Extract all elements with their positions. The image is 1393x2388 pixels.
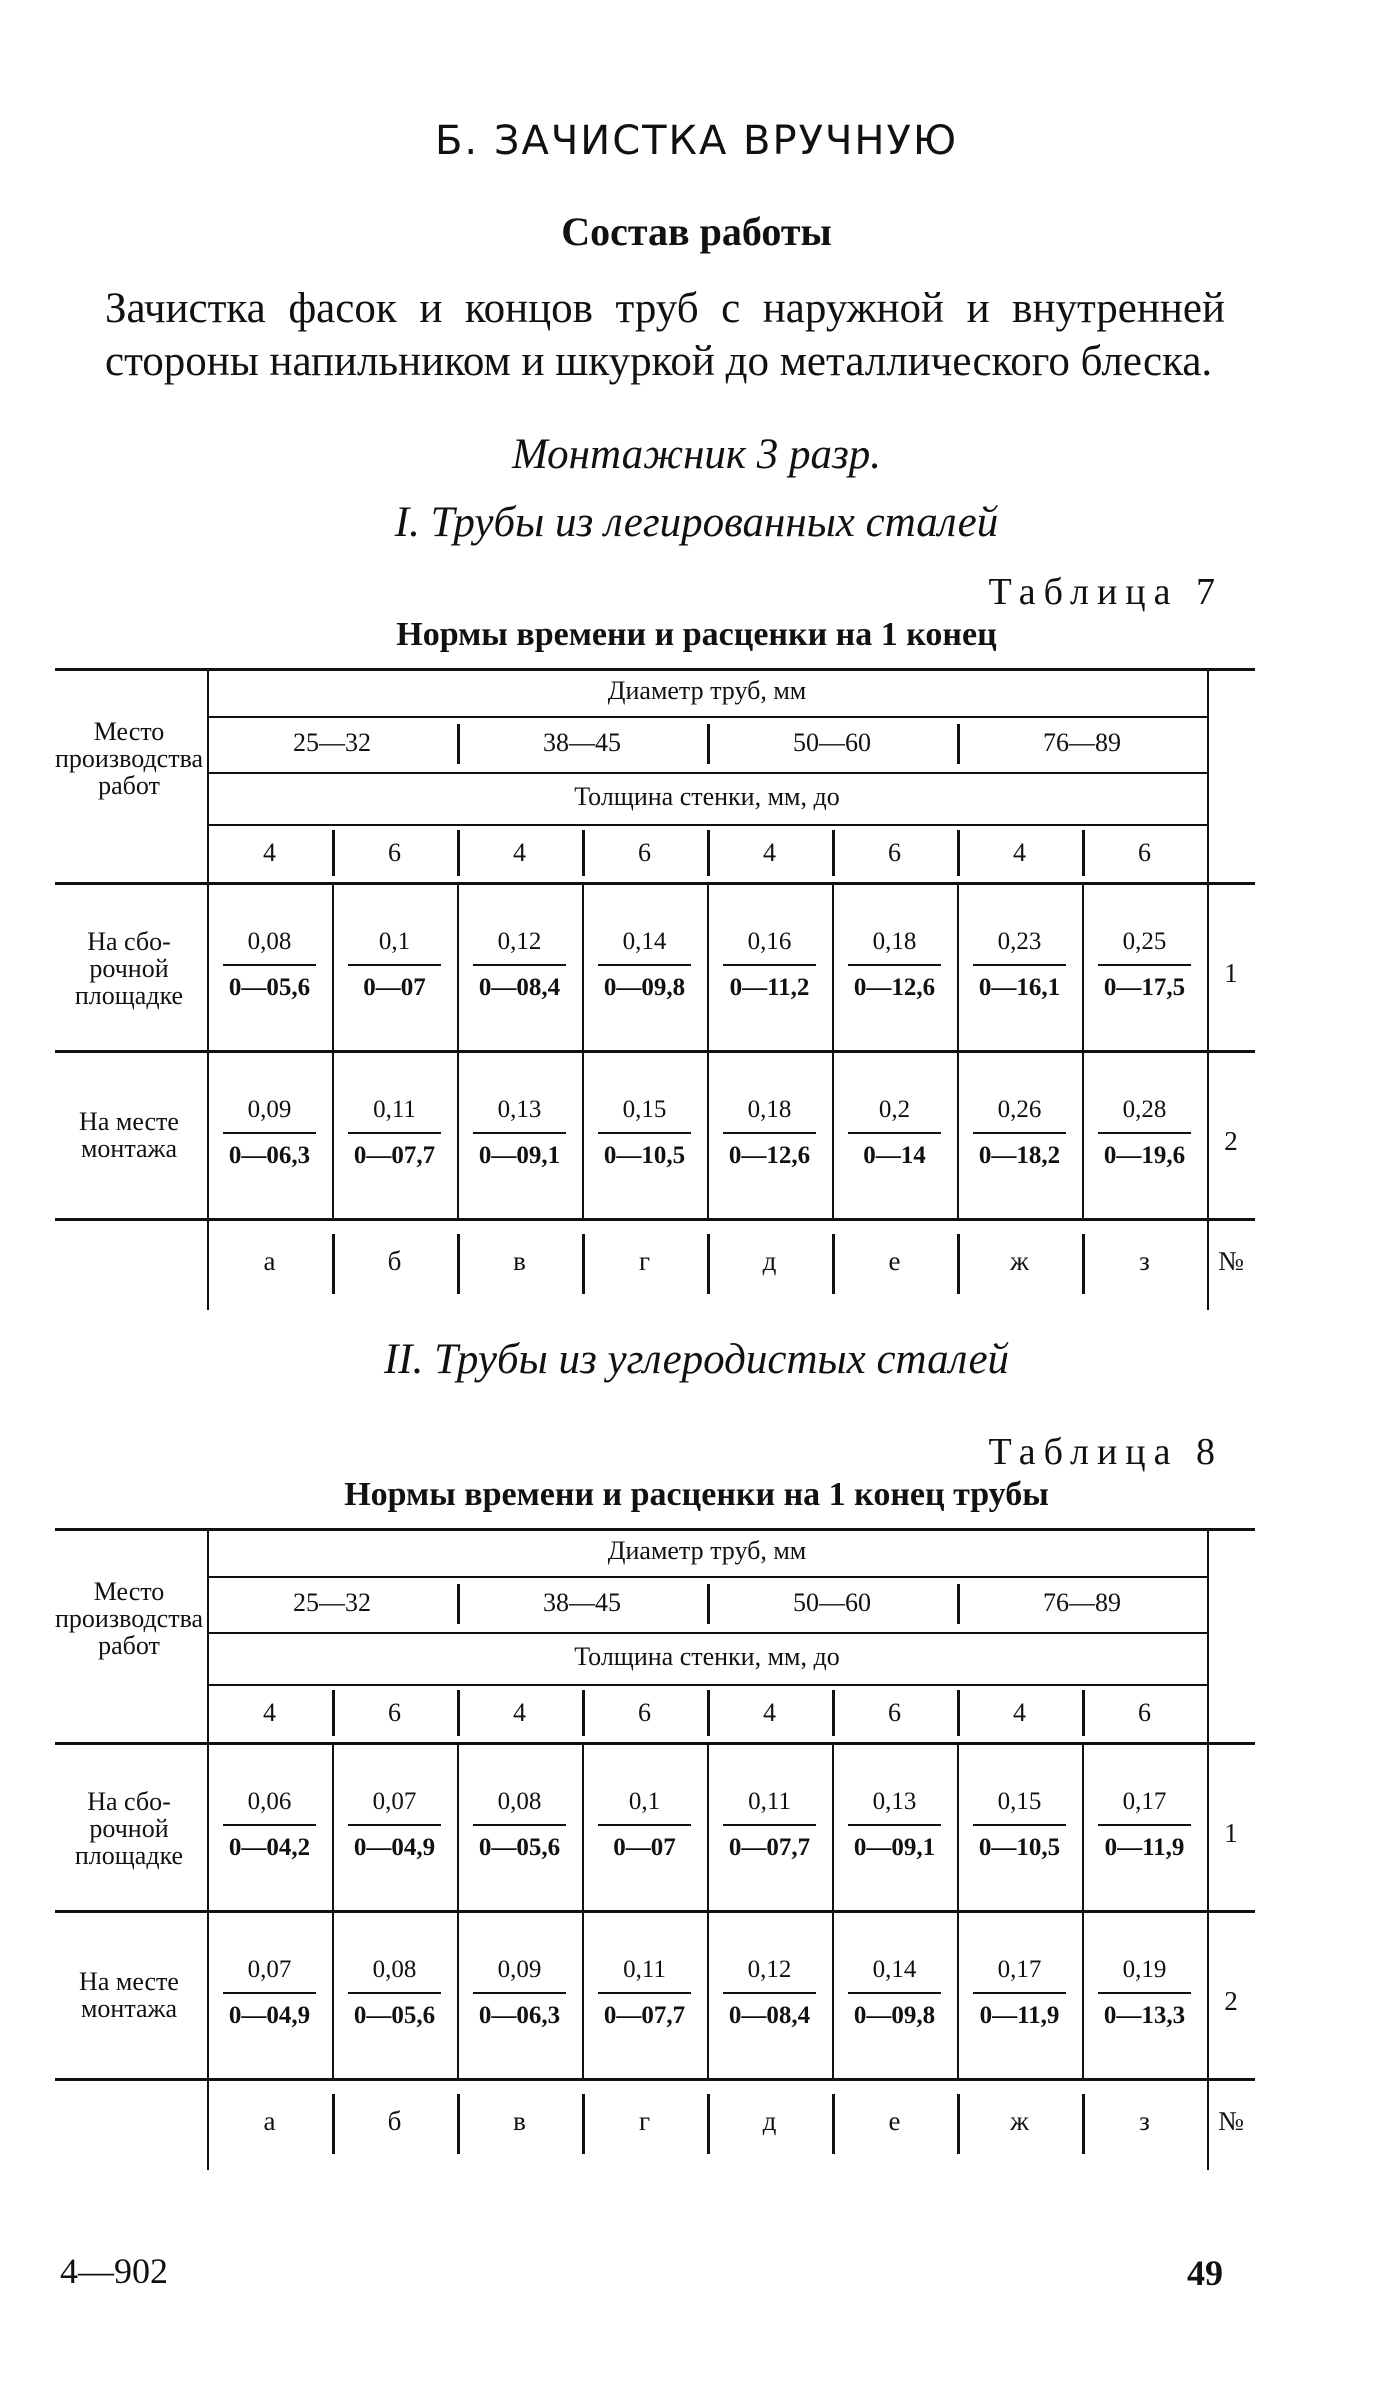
rate-value: 0—08,4 — [478, 974, 561, 1001]
fraction-line — [973, 1132, 1066, 1134]
fraction-line — [848, 1992, 941, 1994]
table-7-label: Таблица 7 — [988, 571, 1223, 613]
wall-thickness-value: 4 — [263, 838, 276, 867]
fraction-line — [348, 1992, 441, 1994]
rate-value: 0—11,9 — [979, 2002, 1060, 2029]
wall-thickness-value: 6 — [388, 838, 401, 867]
column-letter: е — [888, 2106, 901, 2136]
column-letter: з — [1139, 2106, 1150, 2136]
column-letter: а — [263, 1246, 276, 1276]
place-of-work-label: На месте монтажа — [79, 1107, 179, 1163]
wall-thickness-value: 4 — [763, 1698, 776, 1727]
diameter-header: Диаметр труб, мм — [607, 676, 807, 705]
rate-value: 0—09,8 — [853, 2002, 936, 2029]
rate-value: 0—04,9 — [353, 1834, 436, 1861]
fraction-line — [973, 1824, 1066, 1826]
time-norm-value: 0,13 — [872, 1788, 917, 1815]
time-norm-value: 0,11 — [373, 1096, 416, 1123]
rate-value: 0—05,6 — [228, 974, 311, 1001]
fraction-line — [848, 964, 941, 966]
fraction-line — [848, 1824, 941, 1826]
fraction-line — [348, 1132, 441, 1134]
rate-value: 0—13,3 — [1103, 2002, 1186, 2029]
time-norm-value: 0,2 — [878, 1096, 911, 1123]
rate-value: 0—04,2 — [228, 1834, 311, 1861]
column-letter: з — [1139, 1246, 1150, 1276]
table-8-caption: Нормы времени и расценки на 1 конец трубы — [344, 1476, 1049, 1513]
work-composition-heading: Состав работы — [561, 209, 832, 254]
rule-line — [55, 668, 1255, 671]
rate-value: 0—04,9 — [228, 2002, 311, 2029]
time-norm-value: 0,08 — [497, 1788, 542, 1815]
wall-thickness-value: 4 — [1013, 1698, 1026, 1727]
diameter-range: 76—89 — [1043, 728, 1121, 757]
rule-line — [55, 1218, 1255, 1221]
time-norm-value: 0,09 — [247, 1096, 292, 1123]
diameter-range: 76—89 — [1043, 1588, 1121, 1617]
time-norm-value: 0,14 — [872, 1956, 917, 1983]
rate-value: 0—11,2 — [729, 974, 810, 1001]
fraction-line — [1098, 1992, 1191, 1994]
work-description: Зачистка фасок и концов труб с наружной и внутренней стороны напильником и шкуркой до металлического блеска. — [105, 285, 1225, 385]
rate-value: 0—11,9 — [1104, 1834, 1185, 1861]
time-norm-value: 0,13 — [497, 1096, 542, 1123]
fraction-line — [598, 964, 691, 966]
wall-thickness-value: 6 — [638, 838, 651, 867]
rate-value: 0—12,6 — [853, 974, 936, 1001]
diameter-range: 25—32 — [293, 1588, 371, 1617]
time-norm-value: 0,15 — [622, 1096, 667, 1123]
rate-value: 0—08,4 — [728, 2002, 811, 2029]
fraction-line — [223, 1992, 316, 1994]
table-7 — [55, 668, 1244, 1320]
place-of-work-label: На месте монтажа — [79, 1967, 179, 2023]
rule-line — [207, 716, 1207, 718]
rate-value: 0—07,7 — [728, 1834, 811, 1861]
fraction-line — [473, 1992, 566, 1994]
table-8-subtitle: II. Трубы из углеродистых сталей — [383, 1336, 1010, 1383]
column-letter: в — [513, 2106, 526, 2136]
time-norm-value: 0,18 — [747, 1096, 792, 1123]
time-norm-value: 0,25 — [1122, 928, 1167, 955]
time-norm-value: 0,08 — [372, 1956, 417, 1983]
fraction-line — [348, 964, 441, 966]
rate-value: 0—07,7 — [353, 1142, 436, 1169]
fraction-line — [473, 964, 566, 966]
column-letter: а — [263, 2106, 276, 2136]
time-norm-value: 0,12 — [747, 1956, 792, 1983]
wall-thickness-header: Толщина стенки, мм, до — [574, 1642, 840, 1671]
rate-value: 0—09,1 — [853, 1834, 936, 1861]
fraction-line — [973, 1992, 1066, 1994]
fraction-line — [598, 1132, 691, 1134]
rule-line — [55, 2078, 1255, 2081]
time-norm-value: 0,15 — [997, 1788, 1042, 1815]
rule-line — [55, 1050, 1255, 1053]
rule-line — [55, 1910, 1255, 1913]
place-of-work-label: На сбо- рочной площадке — [74, 1787, 184, 1870]
time-norm-value: 0,07 — [247, 1956, 292, 1983]
rate-value: 0—07 — [613, 1834, 676, 1861]
rate-value: 0—09,1 — [478, 1142, 561, 1169]
rate-value: 0—18,2 — [978, 1142, 1061, 1169]
fraction-line — [223, 964, 316, 966]
wall-thickness-value: 4 — [763, 838, 776, 867]
worker-grade: Монтажник 3 разр. — [511, 431, 882, 478]
time-norm-value: 0,11 — [748, 1788, 791, 1815]
row-number: 2 — [1224, 1986, 1238, 2016]
column-letter: г — [638, 1246, 651, 1276]
time-norm-value: 0,17 — [997, 1956, 1042, 1983]
fraction-line — [223, 1132, 316, 1134]
wall-thickness-value: 6 — [388, 1698, 401, 1727]
row-number: 2 — [1224, 1126, 1238, 1156]
time-norm-value: 0,19 — [1122, 1956, 1167, 1983]
fraction-line — [598, 1992, 691, 1994]
rate-value: 0—05,6 — [353, 2002, 436, 2029]
wall-thickness-value: 6 — [638, 1698, 651, 1727]
table-8-label: Таблица 8 — [988, 1431, 1223, 1473]
time-norm-value: 0,28 — [1122, 1096, 1167, 1123]
time-norm-value: 0,11 — [623, 1956, 666, 1983]
fraction-line — [723, 964, 816, 966]
wall-thickness-value: 6 — [888, 1698, 901, 1727]
wall-thickness-value: 4 — [513, 1698, 526, 1727]
fraction-line — [848, 1132, 941, 1134]
rate-value: 0—10,5 — [978, 1834, 1061, 1861]
time-norm-value: 0,09 — [497, 1956, 542, 1983]
time-norm-value: 0,08 — [247, 928, 292, 955]
rate-value: 0—05,6 — [478, 1834, 561, 1861]
rate-value: 0—10,5 — [603, 1142, 686, 1169]
rate-value: 0—07,7 — [603, 2002, 686, 2029]
row-number: 1 — [1224, 958, 1238, 988]
rule-line — [207, 1576, 1207, 1578]
page-number: 49 — [1187, 2253, 1223, 2293]
section-title: Б. ЗАЧИСТКА ВРУЧНУЮ — [434, 118, 959, 164]
wall-thickness-value: 6 — [1138, 1698, 1151, 1727]
time-norm-value: 0,26 — [997, 1096, 1042, 1123]
time-norm-value: 0,17 — [1122, 1788, 1167, 1815]
wall-thickness-value: 4 — [263, 1698, 276, 1727]
place-of-work-label: На сбо- рочной площадке — [74, 927, 184, 1010]
rule-line — [207, 824, 1207, 826]
wall-thickness-header: Толщина стенки, мм, до — [574, 782, 840, 811]
table-7-caption: Нормы времени и расценки на 1 конец — [396, 616, 997, 653]
column-letter: д — [762, 1246, 777, 1276]
time-norm-value: 0,1 — [378, 928, 411, 955]
time-norm-value: 0,14 — [622, 928, 667, 955]
rule-line — [207, 1684, 1207, 1686]
time-norm-value: 0,1 — [628, 1788, 661, 1815]
wall-thickness-value: 4 — [1013, 838, 1026, 867]
rate-value: 0—06,3 — [478, 2002, 561, 2029]
fraction-line — [473, 1132, 566, 1134]
fraction-line — [723, 1992, 816, 1994]
diameter-range: 50—60 — [793, 728, 871, 757]
rate-value: 0—17,5 — [1103, 974, 1186, 1001]
rate-value: 0—14 — [863, 1142, 926, 1169]
place-of-work-header: Место производства работ — [55, 717, 204, 800]
column-letter: в — [513, 1246, 526, 1276]
wall-thickness-value: 4 — [513, 838, 526, 867]
fraction-line — [223, 1824, 316, 1826]
column-letter: е — [888, 1246, 901, 1276]
wall-thickness-value: 6 — [888, 838, 901, 867]
fraction-line — [598, 1824, 691, 1826]
column-divider — [1207, 668, 1209, 1310]
diameter-range: 38—45 — [543, 1588, 621, 1617]
table-7-subtitle: I. Трубы из легированных сталей — [394, 499, 999, 546]
rate-value: 0—06,3 — [228, 1142, 311, 1169]
fraction-line — [1098, 1824, 1191, 1826]
fraction-line — [1098, 1132, 1191, 1134]
rate-value: 0—19,6 — [1103, 1142, 1186, 1169]
rule-line — [207, 772, 1207, 774]
diameter-header: Диаметр труб, мм — [607, 1536, 807, 1565]
time-norm-value: 0,12 — [497, 928, 542, 955]
rule-line — [55, 1528, 1255, 1531]
time-norm-value: 0,18 — [872, 928, 917, 955]
number-column-label: № — [1218, 2106, 1244, 2136]
column-letter: б — [387, 1246, 402, 1276]
place-of-work-header: Место производства работ — [55, 1577, 204, 1660]
time-norm-value: 0,16 — [747, 928, 792, 955]
time-norm-value: 0,23 — [997, 928, 1042, 955]
column-letter: б — [387, 2106, 402, 2136]
signature-mark: 4—902 — [60, 2251, 168, 2291]
rule-line — [55, 882, 1255, 885]
rate-value: 0—12,6 — [728, 1142, 811, 1169]
diameter-range: 25—32 — [293, 728, 371, 757]
rule-line — [55, 1742, 1255, 1745]
column-letter: ж — [1010, 1246, 1029, 1276]
time-norm-value: 0,06 — [247, 1788, 292, 1815]
fraction-line — [1098, 964, 1191, 966]
column-letter: д — [762, 2106, 777, 2136]
column-letter: ж — [1010, 2106, 1029, 2136]
row-number: 1 — [1224, 1818, 1238, 1848]
table-8 — [55, 1528, 1244, 2180]
column-letter: г — [638, 2106, 651, 2136]
wall-thickness-value: 6 — [1138, 838, 1151, 867]
rate-value: 0—16,1 — [978, 974, 1061, 1001]
diameter-range: 50—60 — [793, 1588, 871, 1617]
column-divider — [1207, 1528, 1209, 2170]
rule-line — [207, 1632, 1207, 1634]
number-column-label: № — [1218, 1246, 1244, 1276]
fraction-line — [473, 1824, 566, 1826]
fraction-line — [348, 1824, 441, 1826]
time-norm-value: 0,07 — [372, 1788, 417, 1815]
fraction-line — [723, 1824, 816, 1826]
diameter-range: 38—45 — [543, 728, 621, 757]
fraction-line — [973, 964, 1066, 966]
rate-value: 0—09,8 — [603, 974, 686, 1001]
fraction-line — [723, 1132, 816, 1134]
rate-value: 0—07 — [363, 974, 426, 1001]
